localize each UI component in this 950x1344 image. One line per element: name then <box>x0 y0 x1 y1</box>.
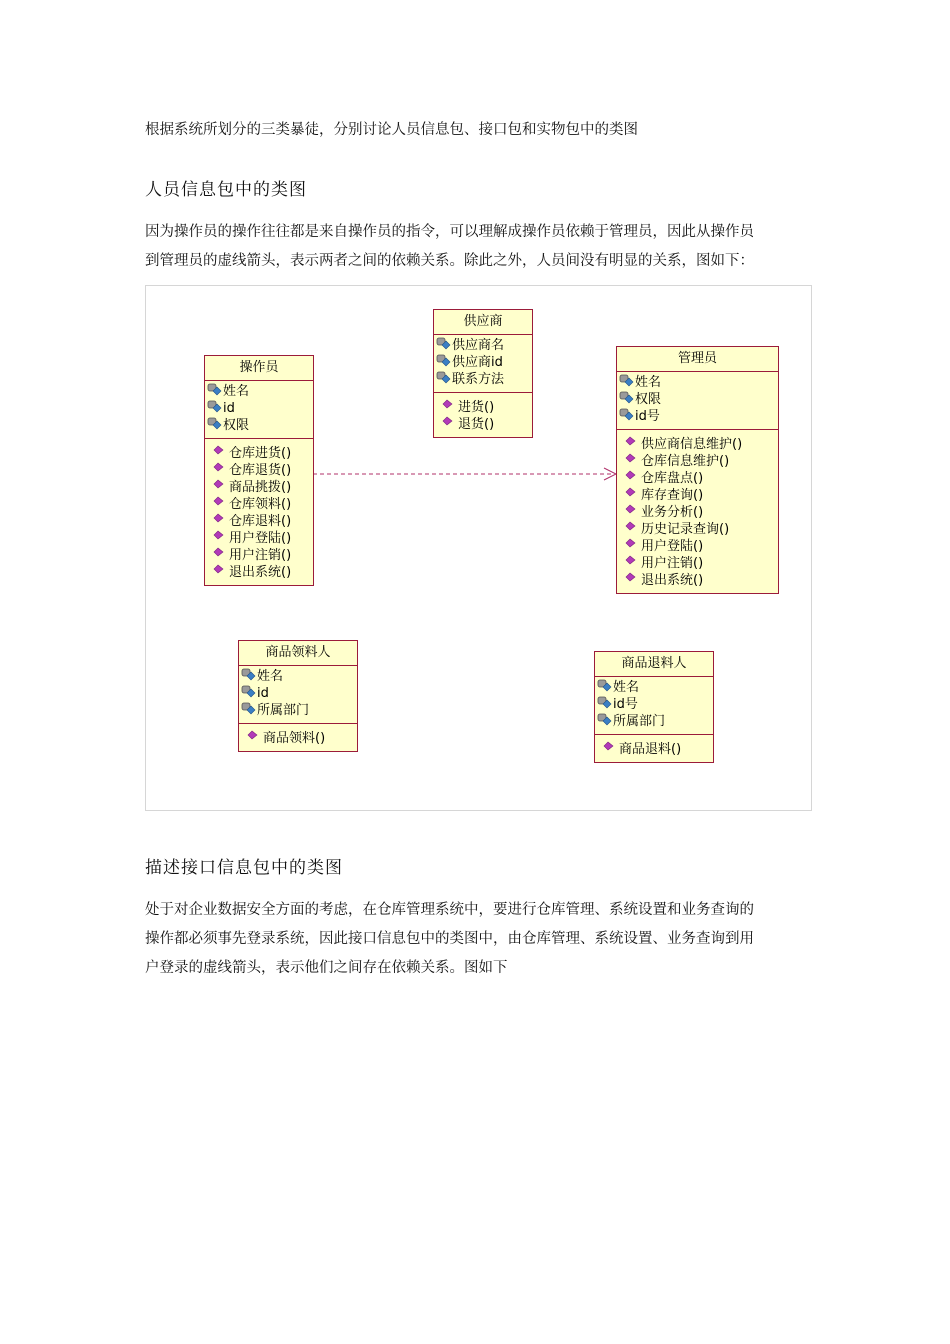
attribute-label: 所属部门 <box>257 703 310 718</box>
attribute-label: 供应商名 <box>452 338 505 353</box>
section-heading-personnel: 人员信息包中的类图 <box>145 180 307 200</box>
paragraph-line: 操作都必须事先登录系统，因此接口信息包中的类图中，由仓库管理、系统设置、业务查询到用 <box>145 931 754 947</box>
attribute-row <box>597 696 713 713</box>
attribute-label: 姓名 <box>223 384 250 399</box>
operation-icon <box>625 571 641 590</box>
operation-row <box>213 530 313 547</box>
attribute-row <box>241 702 357 719</box>
operation-row <box>625 555 778 572</box>
attribute-compartment <box>434 335 532 393</box>
attribute-row <box>436 354 532 371</box>
attribute-row <box>207 400 313 417</box>
intro-paragraph: 根据系统所划分的三类暴徒，分别讨论人员信息包、接口包和实物包中的类图 <box>145 122 638 138</box>
attribute-compartment <box>617 372 778 430</box>
operation-label: 退货() <box>458 417 495 432</box>
attribute-label: id号 <box>613 697 638 712</box>
operation-row <box>625 572 778 589</box>
operation-row <box>625 521 778 538</box>
operation-row <box>442 399 532 416</box>
operation-compartment <box>239 724 357 751</box>
class-name: 管理员 <box>617 347 778 372</box>
operation-compartment <box>595 735 713 762</box>
operation-row <box>247 730 357 747</box>
attribute-row <box>619 391 778 408</box>
operation-label: 仓库领料() <box>229 497 292 512</box>
attribute-row <box>597 713 713 730</box>
paragraph-line: 到管理员的虚线箭头，表示两者之间的依赖关系。除此之外，人员间没有明显的关系，图如下： <box>145 253 754 269</box>
operation-label: 供应商信息维护() <box>641 437 743 452</box>
operation-label: 用户注销() <box>641 556 704 571</box>
attribute-row <box>597 679 713 696</box>
attribute-icon <box>436 370 452 389</box>
operation-row <box>625 538 778 555</box>
class-name: 操作员 <box>205 356 313 381</box>
operation-row <box>625 453 778 470</box>
class-box-receiver[interactable] <box>238 640 358 752</box>
operation-row <box>625 504 778 521</box>
attribute-compartment <box>239 666 357 724</box>
operation-row <box>213 496 313 513</box>
class-box-supplier[interactable] <box>433 309 533 438</box>
operation-compartment <box>434 393 532 437</box>
attribute-icon <box>597 712 613 731</box>
paragraph-line: 处于对企业数据安全方面的考虑，在仓库管理系统中，要进行仓库管理、系统设置和业务查询的 <box>145 902 754 918</box>
operation-row <box>625 487 778 504</box>
attribute-label: 姓名 <box>635 375 662 390</box>
operation-row <box>213 513 313 530</box>
operation-label: 退出系统() <box>229 565 292 580</box>
operation-compartment <box>617 430 778 593</box>
attribute-label: 联系方法 <box>452 372 505 387</box>
attribute-icon <box>207 416 223 435</box>
class-diagram-figure <box>145 285 812 811</box>
class-name: 供应商 <box>434 310 532 335</box>
operation-label: 仓库进货() <box>229 446 292 461</box>
operation-label: 仓库盘点() <box>641 471 704 486</box>
operation-label: 用户登陆() <box>641 539 704 554</box>
attribute-label: 供应商id <box>452 355 503 370</box>
attribute-label: 姓名 <box>257 669 284 684</box>
operation-label: 商品挑拨() <box>229 480 292 495</box>
class-box-returner[interactable] <box>594 651 714 763</box>
attribute-row <box>436 371 532 388</box>
section-heading-interface: 描述接口信息包中的类图 <box>145 858 343 878</box>
operation-label: 退出系统() <box>641 573 704 588</box>
attribute-label: id <box>257 686 269 701</box>
attribute-label: 权限 <box>223 418 250 433</box>
attribute-row <box>241 668 357 685</box>
attribute-row <box>619 408 778 425</box>
attribute-label: 所属部门 <box>613 714 666 729</box>
paragraph-line: 因为操作员的操作往往都是来自操作员的指令，可以理解成操作员依赖于管理员，因此从操作员 <box>145 224 754 240</box>
operation-row <box>213 564 313 581</box>
operation-icon <box>247 729 263 748</box>
operation-icon <box>603 740 619 759</box>
operation-row <box>213 462 313 479</box>
operation-label: 进货() <box>458 400 495 415</box>
attribute-label: id号 <box>635 409 660 424</box>
attribute-row <box>619 374 778 391</box>
class-name: 商品领料人 <box>239 641 357 666</box>
operation-row <box>442 416 532 433</box>
operation-label: 库存查询() <box>641 488 704 503</box>
operation-label: 仓库退料() <box>229 514 292 529</box>
operation-label: 商品领料() <box>263 731 326 746</box>
attribute-compartment <box>205 381 313 439</box>
operation-label: 商品退料() <box>619 742 682 757</box>
attribute-compartment <box>595 677 713 735</box>
class-box-admin[interactable] <box>616 346 779 594</box>
operation-label: 历史记录查询() <box>641 522 730 537</box>
operation-compartment <box>205 439 313 585</box>
attribute-label: id <box>223 401 235 416</box>
operation-label: 仓库退货() <box>229 463 292 478</box>
attribute-icon <box>619 407 635 426</box>
operation-label: 用户登陆() <box>229 531 292 546</box>
operation-row <box>625 470 778 487</box>
attribute-row <box>207 417 313 434</box>
operation-label: 业务分析() <box>641 505 704 520</box>
operation-label: 用户注销() <box>229 548 292 563</box>
operation-row <box>603 741 713 758</box>
class-box-operator[interactable] <box>204 355 314 586</box>
attribute-label: 权限 <box>635 392 662 407</box>
operation-row <box>213 445 313 462</box>
operation-icon <box>442 415 458 434</box>
class-name: 商品退料人 <box>595 652 713 677</box>
paragraph-line: 户登录的虚线箭头，表示他们之间存在依赖关系。图如下 <box>145 960 508 976</box>
attribute-label: 姓名 <box>613 680 640 695</box>
operation-row <box>213 547 313 564</box>
attribute-row <box>241 685 357 702</box>
operation-row <box>213 479 313 496</box>
operation-icon <box>213 563 229 582</box>
attribute-row <box>436 337 532 354</box>
attribute-icon <box>241 701 257 720</box>
operation-label: 仓库信息维护() <box>641 454 730 469</box>
attribute-row <box>207 383 313 400</box>
operation-row <box>625 436 778 453</box>
